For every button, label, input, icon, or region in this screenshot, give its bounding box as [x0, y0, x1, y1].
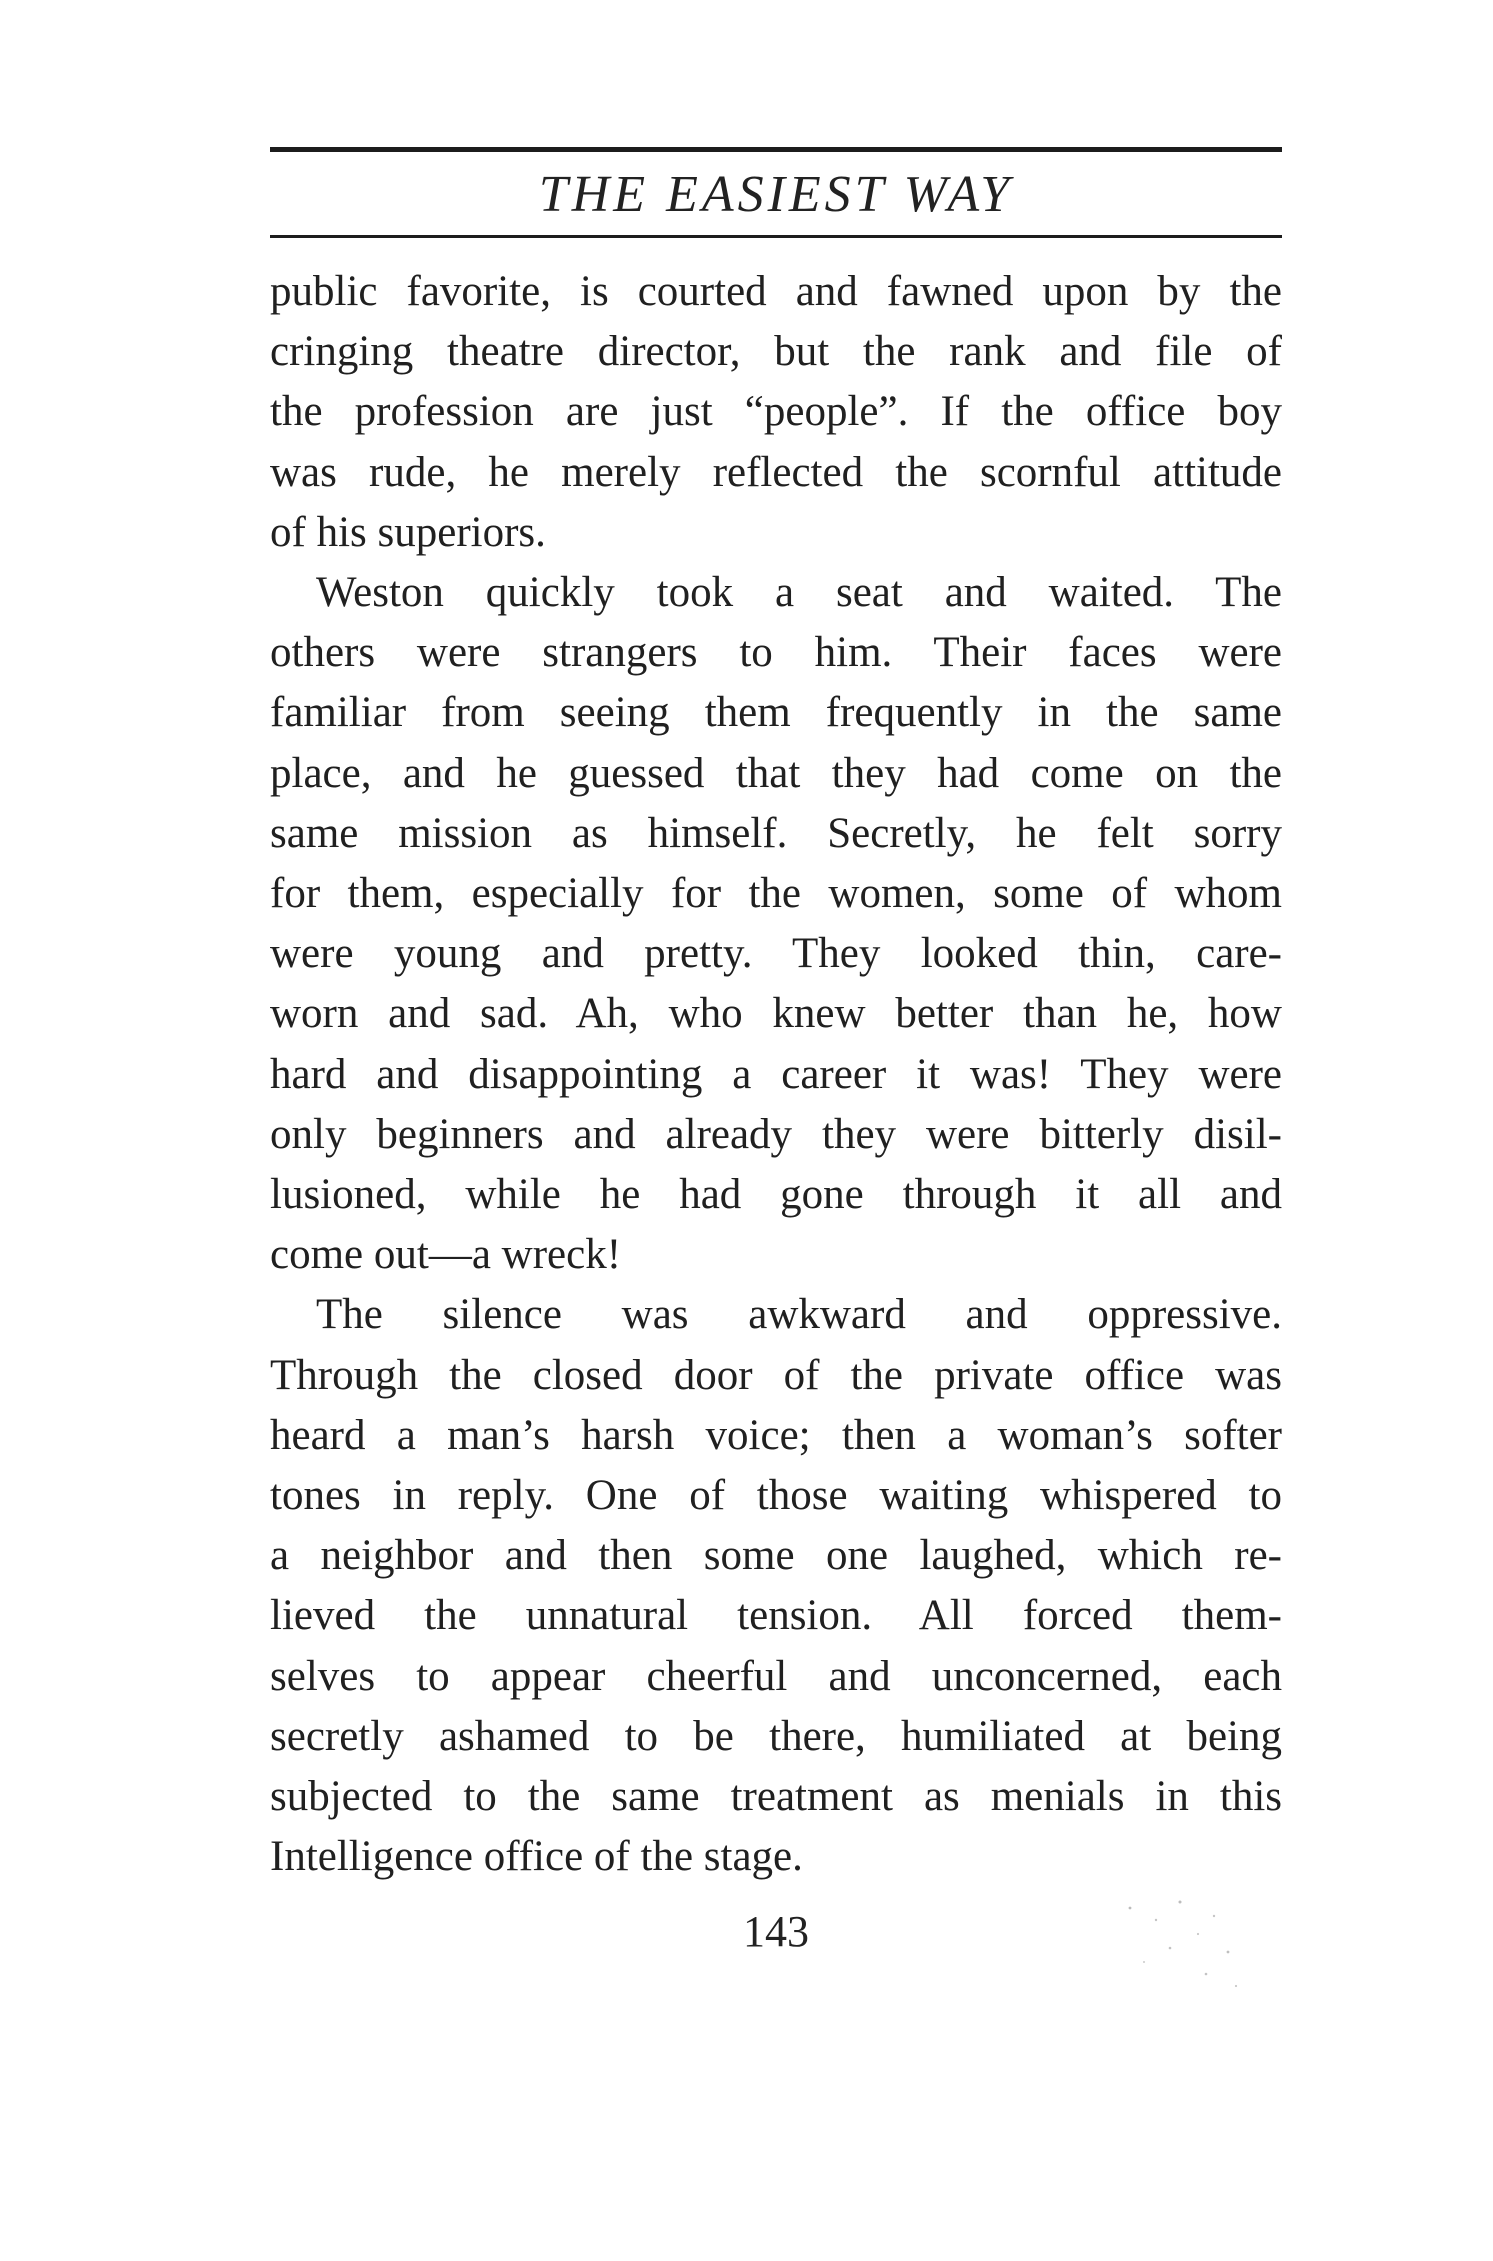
text-line: selves to appear cheerful and unconcerned, each	[270, 1652, 1282, 1700]
text-line: The silence was awkward and oppressive.	[316, 1291, 1282, 1339]
text-line: the profession are just “people”. If the office boy	[270, 388, 1282, 436]
text-line: secretly ashamed to be there, humiliated at being	[270, 1712, 1282, 1760]
text-line: come out—a wreck!	[270, 1231, 622, 1279]
body-text	[270, 262, 1282, 1887]
scan-specks	[1110, 1890, 1250, 2000]
paragraph	[270, 262, 1282, 563]
text-line: worn and sad. Ah, who knew better than he, how	[270, 990, 1282, 1038]
text-line: were young and pretty. They looked thin, care-	[270, 930, 1282, 978]
text-line: same mission as himself. Secretly, he felt sorry	[270, 809, 1282, 857]
text-line: heard a man’s harsh voice; then a woman’s softer	[270, 1411, 1282, 1459]
header-rule-bottom	[270, 235, 1282, 238]
text-line: for them, especially for the women, some of whom	[270, 870, 1282, 918]
text-line: only beginners and already they were bitterly disil-	[270, 1110, 1282, 1158]
text-line: a neighbor and then some one laughed, which re-	[270, 1532, 1282, 1580]
text-line: place, and he guessed that they had come on the	[270, 749, 1282, 797]
text-line: was rude, he merely reflected the scornful attitude	[270, 448, 1282, 496]
text-line: lusioned, while he had gone through it all and	[270, 1171, 1282, 1219]
text-line: Intelligence office of the stage.	[270, 1833, 803, 1881]
text-line: subjected to the same treatment as menials in this	[270, 1773, 1282, 1821]
text-line: public favorite, is courted and fawned upon by the	[270, 268, 1282, 315]
running-head: THE EASIEST WAY	[538, 166, 1014, 223]
text-line: lieved the unnatural tension. All forced them-	[270, 1592, 1282, 1640]
text-line: Weston quickly took a seat and waited. The	[316, 569, 1282, 617]
text-line: familiar from seeing them frequently in the same	[270, 689, 1282, 737]
paragraph	[270, 563, 1282, 1285]
text-line: others were strangers to him. Their faces were	[270, 629, 1282, 677]
paragraph	[270, 1285, 1282, 1887]
page-number: 143	[743, 1907, 809, 1956]
header-rule-top	[270, 147, 1282, 152]
text-line: hard and disappointing a career it was! They were	[270, 1050, 1282, 1098]
text-line: of his superiors.	[270, 508, 546, 556]
text-line: tones in reply. One of those waiting whispered to	[270, 1472, 1282, 1520]
text-line: Through the closed door of the private office was	[270, 1351, 1282, 1399]
text-line: cringing theatre director, but the rank and file of	[270, 328, 1282, 376]
